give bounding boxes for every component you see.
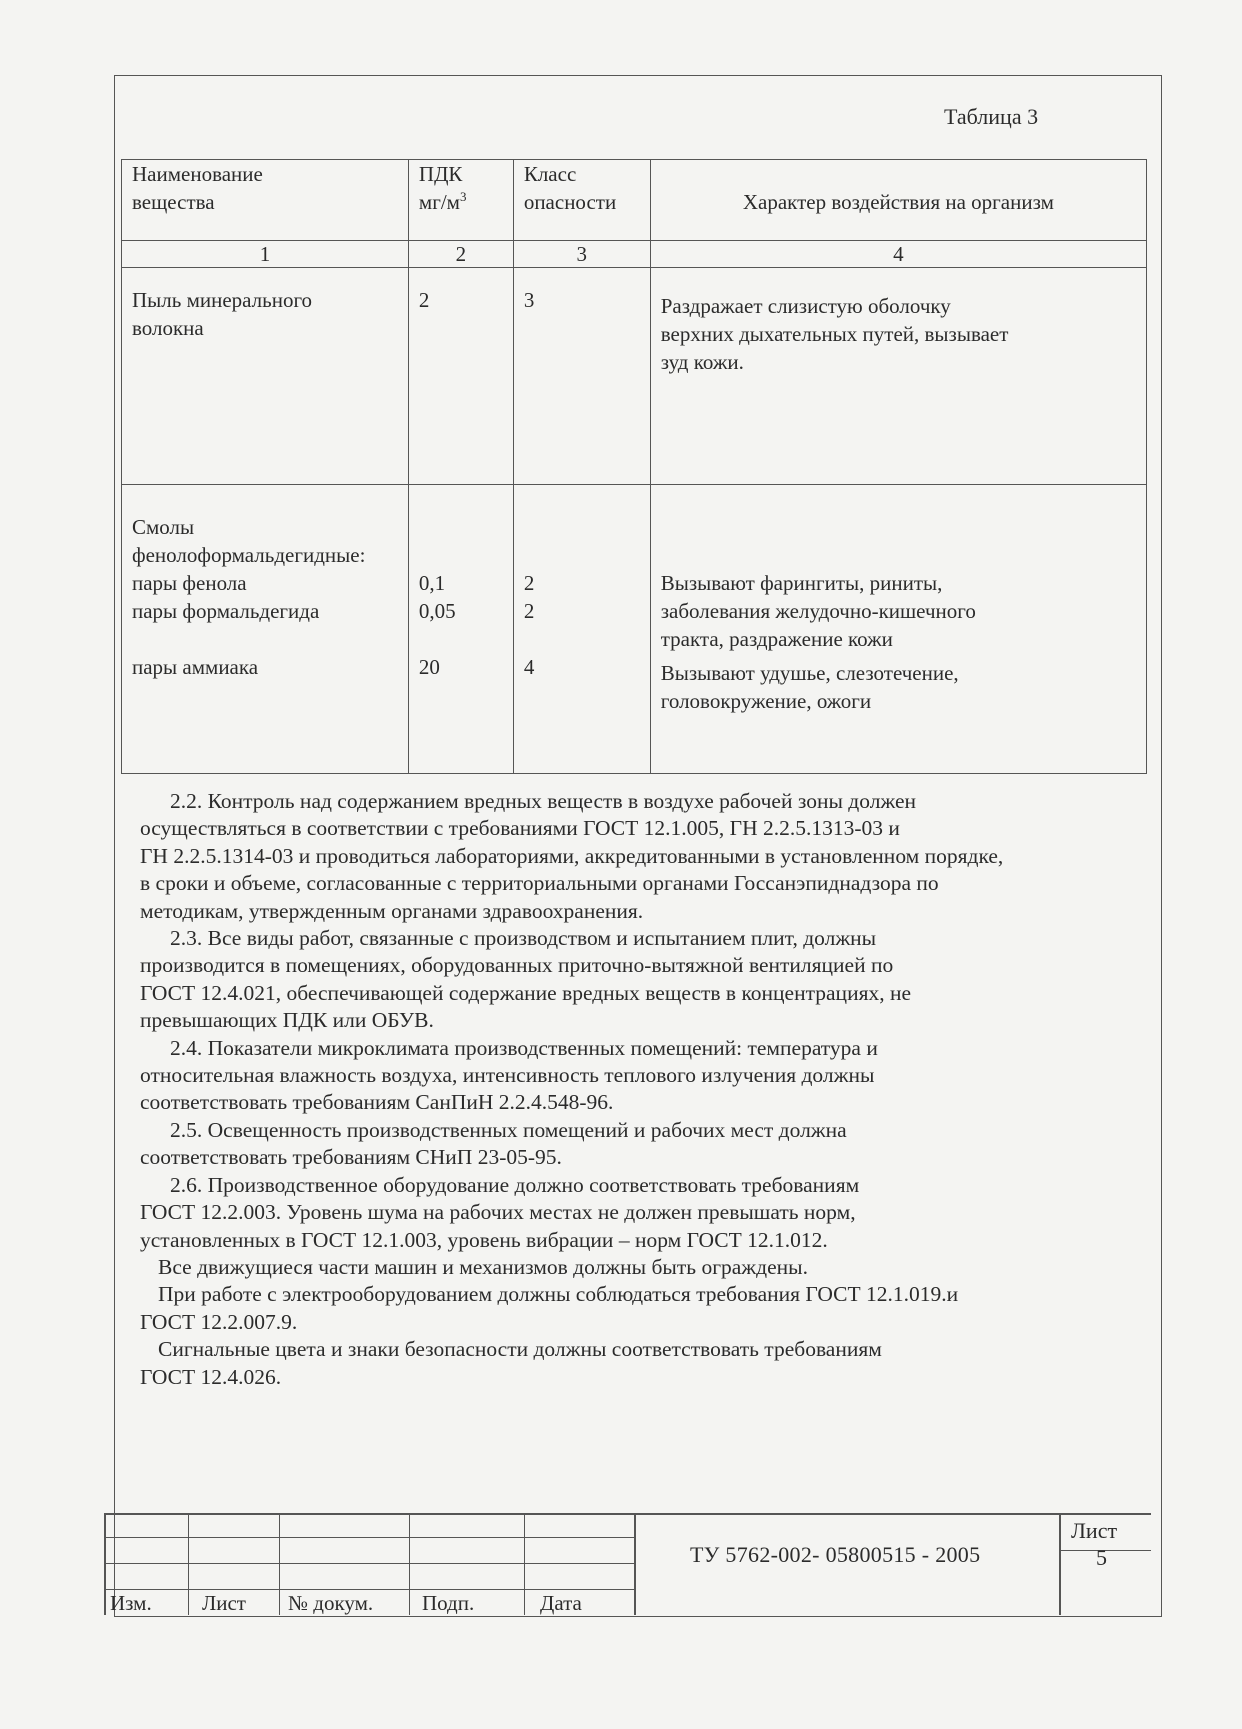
column-number: 3	[513, 241, 650, 268]
pdk-cell: 0,1 0,05 20	[408, 485, 513, 774]
stamp-label-sheet: Лист	[202, 1591, 246, 1615]
table-caption: Таблица 3	[944, 104, 1039, 129]
class-cell: 2 2 4	[513, 485, 650, 774]
title-block	[104, 1513, 1151, 1615]
body-text	[140, 788, 1150, 1391]
column-number: 1	[122, 241, 409, 268]
table-row	[122, 268, 1147, 485]
paragraph: 2.2. Контроль над содержанием вредных веществ в воздухе рабочей зоны должен осуществляться в соответствии с требованиями ГОСТ 12.1.005, ГН 2.2.5.1313-03 и ГН 2.2.5.1314-03 и проводиться лабораториями, аккредитованными в установленном порядке, в сроки и объеме, согласованные с территориальными органами Госсанэпиднадзора по методикам, утвержденным органами здравоохранения.	[140, 789, 1004, 923]
sheet-label: Лист	[1071, 1518, 1118, 1543]
stamp-label-signature: Подп.	[422, 1591, 475, 1615]
header-pdk: ПДК $мг/м^3$	[408, 160, 513, 241]
paragraph: При работе с электрооборудованием должны соблюдаться требования ГОСТ 12.1.019.и ГОСТ 12.2.007.9.	[140, 1282, 959, 1334]
header-effect: Характер воздействия на организм	[650, 160, 1146, 241]
stamp-label-date: Дата	[540, 1591, 582, 1615]
paragraph: 2.6. Производственное оборудование должно соответствовать требованиям ГОСТ 12.2.003. Уровень шума на рабочих местах не должен превышать норм, установленных в ГОСТ 12.1.003, уровень вибрации – норм ГОСТ 12.1.012.	[140, 1172, 860, 1252]
pdk-cell: 2	[408, 268, 513, 485]
header-hazard-class: Класс опасности	[513, 160, 650, 241]
document-code: ТУ 5762-002- 05800515 - 2005	[690, 1542, 981, 1567]
paragraph: Сигнальные цвета и знаки безопасности должны соответствовать требованиям ГОСТ 12.4.026.	[140, 1337, 882, 1389]
header-substance: Наименование вещества	[122, 160, 409, 241]
column-number: 4	[650, 241, 1146, 268]
substance-cell: Смолы фенолоформальдегидные: пары фенола пары формальдегида пары аммиака	[122, 485, 409, 774]
stamp-label-doc-number: № докум.	[288, 1591, 374, 1615]
stamp-label-change: Изм.	[110, 1591, 152, 1615]
column-number: 2	[408, 241, 513, 268]
effect-cell: Раздражает слизистую оболочку верхних дыхательных путей, вызывает зуд кожи.	[650, 268, 1146, 485]
table-header-row	[122, 160, 1147, 241]
hazard-table	[121, 159, 1147, 774]
paragraph: 2.5. Освещенность производственных помещений и рабочих мест должна соответствовать требованиям СНиП 23-05-95.	[140, 1117, 847, 1170]
table-row	[122, 485, 1147, 774]
substance-cell: Пыль минерального волокна	[122, 268, 409, 485]
effect-cell: Вызывают фарингиты, риниты, заболевания желудочно-кишечного тракта, раздражение кожи Вызывают удушье, слезотечение, головокружение, ожоги	[650, 485, 1146, 774]
sheet-number: 5	[1096, 1545, 1107, 1570]
class-cell: 3	[513, 268, 650, 485]
paragraph: Все движущиеся части машин и механизмов должны быть ограждены.	[158, 1254, 808, 1279]
paragraph: 2.3. Все виды работ, связанные с производством и испытанием плит, должны производится в помещениях, оборудованных приточно-вытяжной вентиляцией по ГОСТ 12.4.021, обеспечивающей содержание вредных веществ в концентрациях, не превышающих ПДК или ОБУВ.	[140, 926, 912, 1033]
paragraph: 2.4. Показатели микроклимата производственных помещений: температура и относительная влажность воздуха, интенсивность теплового излучения должны соответствовать требованиям СанПиН 2.2.4.548-96.	[140, 1035, 878, 1115]
column-number-row	[122, 241, 1147, 268]
